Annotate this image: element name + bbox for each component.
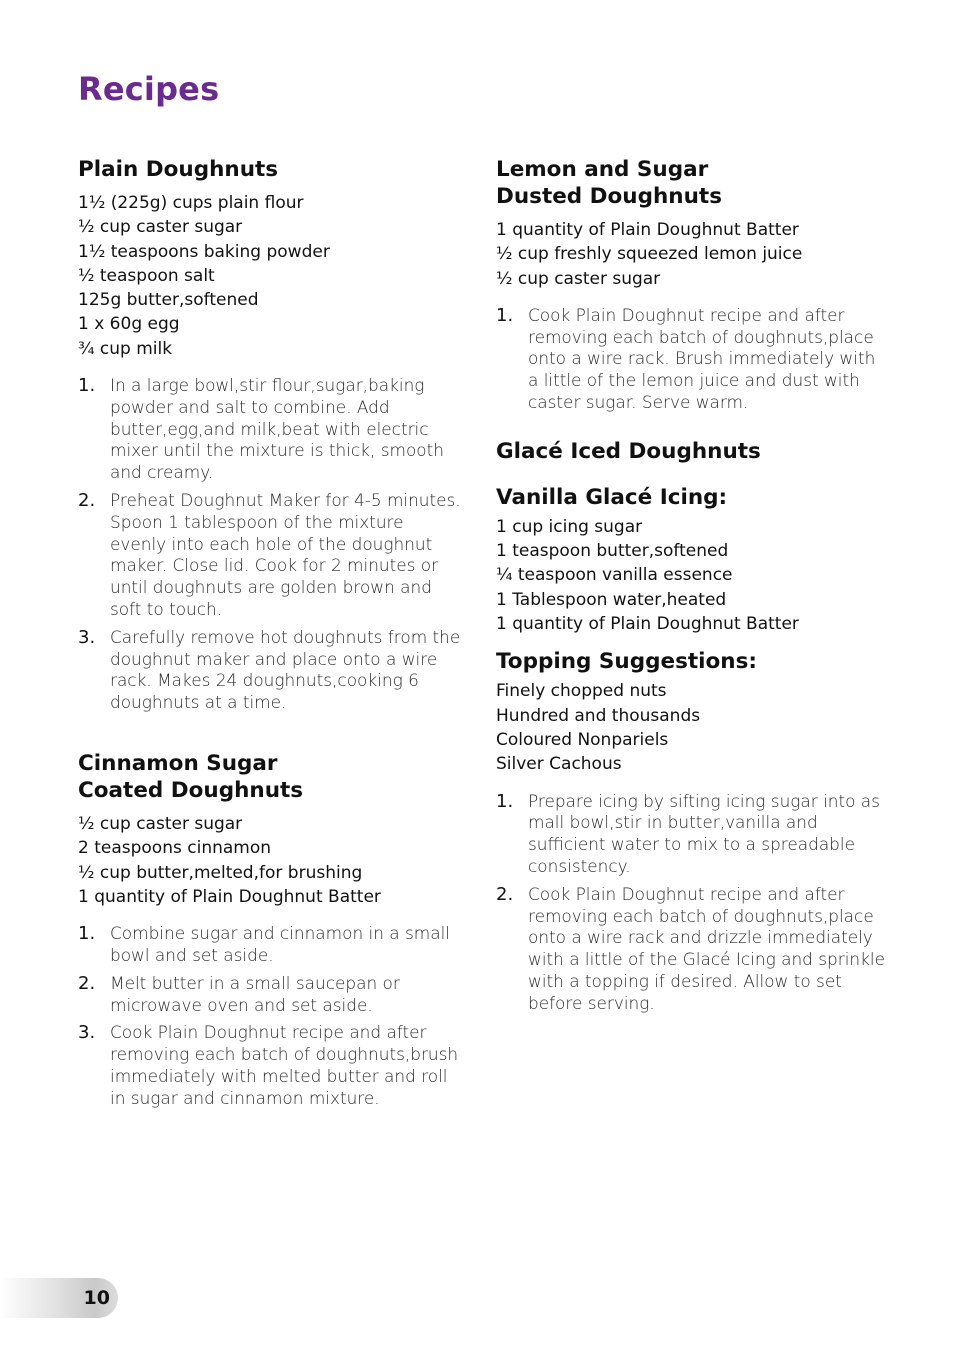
step-text: Carefully remove hot doughnuts from the doughnut maker and place onto a wire rack. Makes 24 doughnuts,cooking 6 doughnuts at a time.: [110, 626, 461, 713]
ingredient-list: [78, 812, 463, 909]
ingredient-item: 1 teaspoon butter,softened: [496, 541, 729, 562]
ingredient-item: 1½ (225g) cups plain flour: [78, 193, 304, 213]
ingredient-item: ½ cup caster sugar: [78, 814, 243, 835]
right-column: [496, 156, 886, 1021]
ingredient-item: ½ cup caster sugar: [78, 217, 243, 238]
ingredient-item: ½ cup caster sugar: [496, 268, 661, 289]
method-steps: [78, 375, 463, 714]
cinnamon-sugar-recipe: [78, 750, 463, 1110]
lemon-sugar-recipe: [496, 156, 886, 414]
ingredient-list: [496, 218, 886, 291]
icing-subtitle: Vanilla Glacé Icing:: [496, 484, 728, 510]
recipe-title: Cinnamon Sugar Coated Doughnuts: [78, 751, 304, 804]
step-text: Cook Plain Doughnut recipe and after removing each batch of doughnuts,place onto a wire rack. Brush immediately with a little of the lemon juice and dust with caster sugar. Serve warm.: [528, 304, 876, 413]
step-number: 1.: [496, 790, 514, 812]
topping-item: Hundred and thousands: [496, 705, 701, 726]
ingredient-item: 1 x 60g egg: [78, 314, 180, 335]
method-step: [496, 884, 886, 1015]
method-steps: [78, 923, 463, 1109]
step-text: In a large bowl,stir flour,sugar,baking powder and salt to combine. Add butter,egg,and milk,beat with electric mixer until the mixture is thick, smooth and creamy.: [110, 375, 444, 483]
step-text: Melt butter in a small saucepan or microwave oven and set aside.: [110, 972, 400, 1015]
left-column: [78, 156, 463, 1116]
page-number: 10: [83, 1287, 110, 1309]
step-number: 1.: [78, 923, 96, 945]
method-step: [78, 923, 463, 967]
step-number: 1.: [496, 304, 514, 326]
step-text: Cook Plain Doughnut recipe and after removing each batch of doughnuts,place onto a wire rack and drizzle immediately with a little of the Glacé Icing and sprinkle with a topping if desired. Allow to set before serving.: [528, 883, 885, 1013]
step-number: 3.: [78, 626, 96, 648]
icing-ingredient-list: [496, 515, 886, 636]
ingredient-item: 1 quantity of Plain Doughnut Batter: [496, 614, 799, 635]
method-step: [78, 627, 463, 714]
topping-item: Silver Cachous: [496, 754, 622, 775]
page-number-tab: [0, 1278, 118, 1318]
step-number: 1.: [78, 375, 96, 397]
method-steps: [496, 791, 886, 1015]
method-step: [78, 1022, 463, 1109]
ingredient-item: 1 quantity of Plain Doughnut Batter: [78, 886, 381, 907]
plain-doughnuts-recipe: [78, 156, 463, 714]
method-step: [78, 490, 463, 621]
recipe-title: Glacé Iced Doughnuts: [496, 438, 761, 464]
ingredient-item: ½ teaspoon salt: [78, 265, 215, 286]
ingredient-item: 1 quantity of Plain Doughnut Batter: [496, 220, 799, 240]
method-step: [496, 791, 886, 878]
ingredient-item: ½ cup butter,melted,for brushing: [78, 862, 363, 883]
ingredient-item: 1 cup icing sugar: [496, 516, 643, 537]
topping-item: Finely chopped nuts: [496, 681, 667, 702]
topping-list: [496, 679, 886, 776]
step-text: Prepare icing by sifting icing sugar into as mall bowl,stir in butter,vanilla and sufficient water to mix to a spreadable consistency.: [528, 790, 880, 876]
topping-subtitle: Topping Suggestions:: [496, 649, 757, 675]
step-number: 2.: [78, 972, 96, 994]
ingredient-item: 125g butter,softened: [78, 290, 259, 311]
ingredient-item: ½ cup freshly squeezed lemon juice: [496, 244, 803, 265]
step-text: Preheat Doughnut Maker for 4-5 minutes. Spoon 1 tablespoon of the mixture evenly into each hole of the doughnut maker. Close lid. Cook for 2 minutes or until doughnuts are golden brown and soft to touch.: [110, 490, 461, 620]
step-text: Cook Plain Doughnut recipe and after removing each batch of doughnuts,brush immediately with melted butter and roll in sugar and cinnamon mixture.: [110, 1022, 459, 1108]
ingredient-item: ¼ teaspoon vanilla essence: [496, 565, 733, 586]
method-step: [78, 375, 463, 484]
step-number: 2.: [78, 490, 96, 512]
method-step: [78, 973, 463, 1017]
ingredient-item: 1 Tablespoon water,heated: [496, 589, 727, 610]
recipe-title: Plain Doughnuts: [78, 157, 279, 182]
ingredient-item: 2 teaspoons cinnamon: [78, 838, 272, 859]
ingredient-list: [78, 191, 463, 361]
method-steps: [496, 305, 886, 414]
ingredient-item: ¾ cup milk: [78, 338, 173, 359]
step-number: 3.: [78, 1022, 96, 1044]
step-text: Combine sugar and cinnamon in a small bowl and set aside.: [110, 923, 450, 966]
recipe-title: Lemon and Sugar Dusted Doughnuts: [496, 157, 722, 209]
step-number: 2.: [496, 883, 514, 905]
method-step: [496, 305, 886, 414]
topping-item: Coloured Nonpariels: [496, 729, 669, 750]
glace-iced-recipe: [496, 438, 886, 1015]
page-title: Recipes: [78, 70, 220, 108]
ingredient-item: 1½ teaspoons baking powder: [78, 241, 330, 262]
